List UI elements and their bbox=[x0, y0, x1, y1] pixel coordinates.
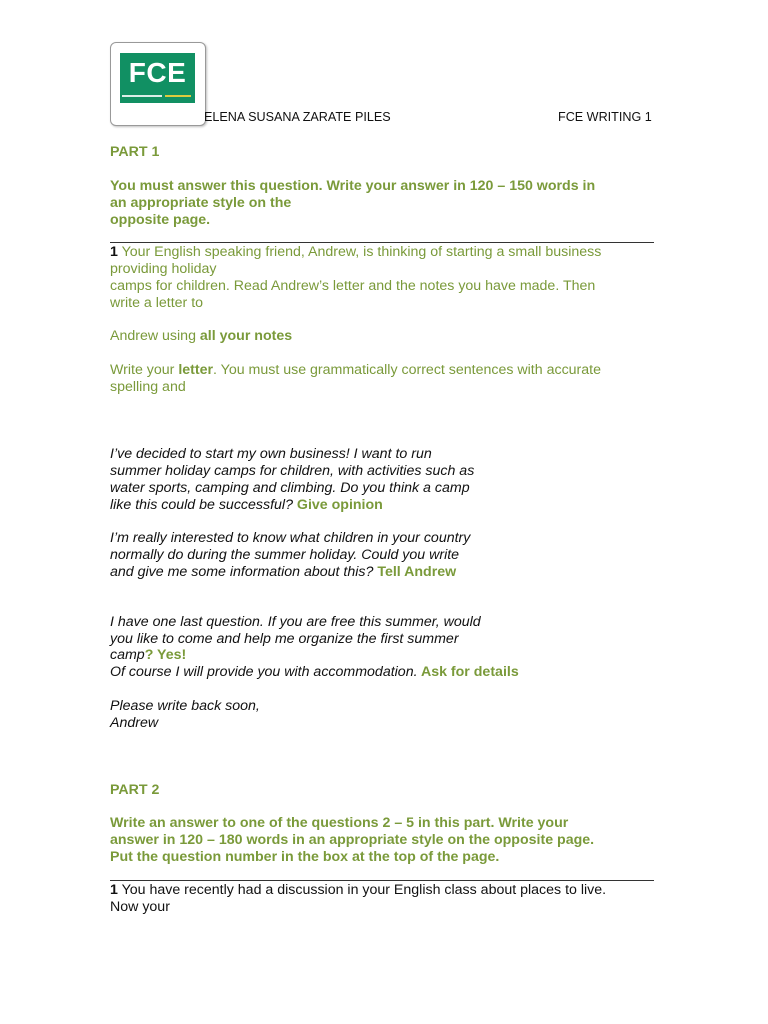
part1-write-line bbox=[110, 362, 601, 379]
part2-instruction-line-2: answer in 120 – 180 words in an appropriate style on the opposite page. bbox=[110, 832, 595, 848]
part1-question-text-1: Your English speaking friend, Andrew, is thinking of starting a small business bbox=[117, 244, 602, 260]
all-your-notes: all your notes bbox=[199, 328, 293, 344]
letter-p1-last: like this could be successful? bbox=[110, 497, 293, 513]
letter-p2-line-1: I’m really interested to know what children in your country bbox=[110, 530, 471, 546]
write-prefix: Write your bbox=[110, 362, 179, 378]
part2-question-line-1 bbox=[110, 882, 606, 899]
part1-question-number: 1 bbox=[110, 244, 118, 260]
fce-logo-box bbox=[120, 53, 195, 103]
fce-logo-subtext bbox=[122, 92, 193, 100]
part1-heading: PART 1 bbox=[110, 144, 160, 160]
letter-p1-line-1: I’ve decided to start my own business! I want to run bbox=[110, 446, 432, 462]
part2-divider bbox=[110, 880, 654, 881]
part1-instruction-line-1: You must answer this question. Write your answer in 120 – 150 words in bbox=[110, 178, 596, 194]
letter-p2-last: and give me some information about this? bbox=[110, 564, 374, 580]
part1-instruction-line-3: opposite page. bbox=[110, 212, 211, 228]
part2-instruction-line-1: Write an answer to one of the questions 2 – 5 in this part. Write your bbox=[110, 815, 569, 831]
part2-question-text-1: You have recently had a discussion in your English class about places to live. bbox=[117, 882, 607, 898]
part2-instruction-line-3: Put the question number in the box at the top of the page. bbox=[110, 849, 500, 865]
part2-question-line-2: Now your bbox=[110, 899, 170, 915]
part1-question-line-3: camps for children. Read Andrew’s letter and the notes you have made. Then bbox=[110, 278, 596, 294]
part2-question-number: 1 bbox=[110, 882, 118, 898]
author-name: ELENA SUSANA ZARATE PILES bbox=[204, 110, 391, 124]
document-title: FCE WRITING 1 bbox=[558, 110, 652, 124]
andrew-prefix: Andrew using bbox=[110, 328, 200, 344]
letter-p2-line-3 bbox=[110, 564, 456, 581]
part1-question-line-2: providing holiday bbox=[110, 261, 217, 277]
letter-p3-last: Of course I will provide you with accommodation. bbox=[110, 664, 418, 680]
letter-p1-line-3: water sports, camping and climbing. Do you think a camp bbox=[110, 480, 470, 496]
fce-logo-text: FCE bbox=[128, 57, 187, 88]
part2-heading: PART 2 bbox=[110, 782, 160, 798]
letter-p3-line-4 bbox=[110, 664, 519, 681]
part1-question-line-4: write a letter to bbox=[110, 295, 204, 311]
letter-p3-line-2: you like to come and help me organize the first summer bbox=[110, 631, 459, 647]
part1-divider bbox=[110, 242, 654, 243]
letter-p2-line-2: normally do during the summer holiday. Could you write bbox=[110, 547, 460, 563]
note-ask-for-details: Ask for details bbox=[417, 664, 519, 680]
letter-p1-line-4 bbox=[110, 497, 383, 514]
part1-question-line-1 bbox=[110, 244, 601, 261]
letter-p3-line-3 bbox=[110, 647, 186, 664]
letter-p1-line-2: summer holiday camps for children, with activities such as bbox=[110, 463, 475, 479]
note-give-opinion: Give opinion bbox=[292, 497, 383, 513]
part1-instruction-line-2: an appropriate style on the bbox=[110, 195, 292, 211]
note-tell-andrew: Tell Andrew bbox=[373, 564, 457, 580]
letter-signature: Andrew bbox=[110, 715, 159, 731]
note-yes: ? Yes! bbox=[144, 647, 187, 663]
part1-write-line-2: spelling and bbox=[110, 379, 186, 395]
letter-p3-line-1: I have one last question. If you are free this summer, would bbox=[110, 614, 481, 630]
part1-andrew-line bbox=[110, 328, 292, 345]
letter-closing: Please write back soon, bbox=[110, 698, 260, 714]
write-rest: . You must use grammatically correct sentences with accurate bbox=[213, 362, 601, 378]
letter-word: letter bbox=[178, 362, 214, 378]
fce-logo bbox=[110, 42, 206, 126]
letter-camp-word: camp bbox=[110, 647, 145, 663]
